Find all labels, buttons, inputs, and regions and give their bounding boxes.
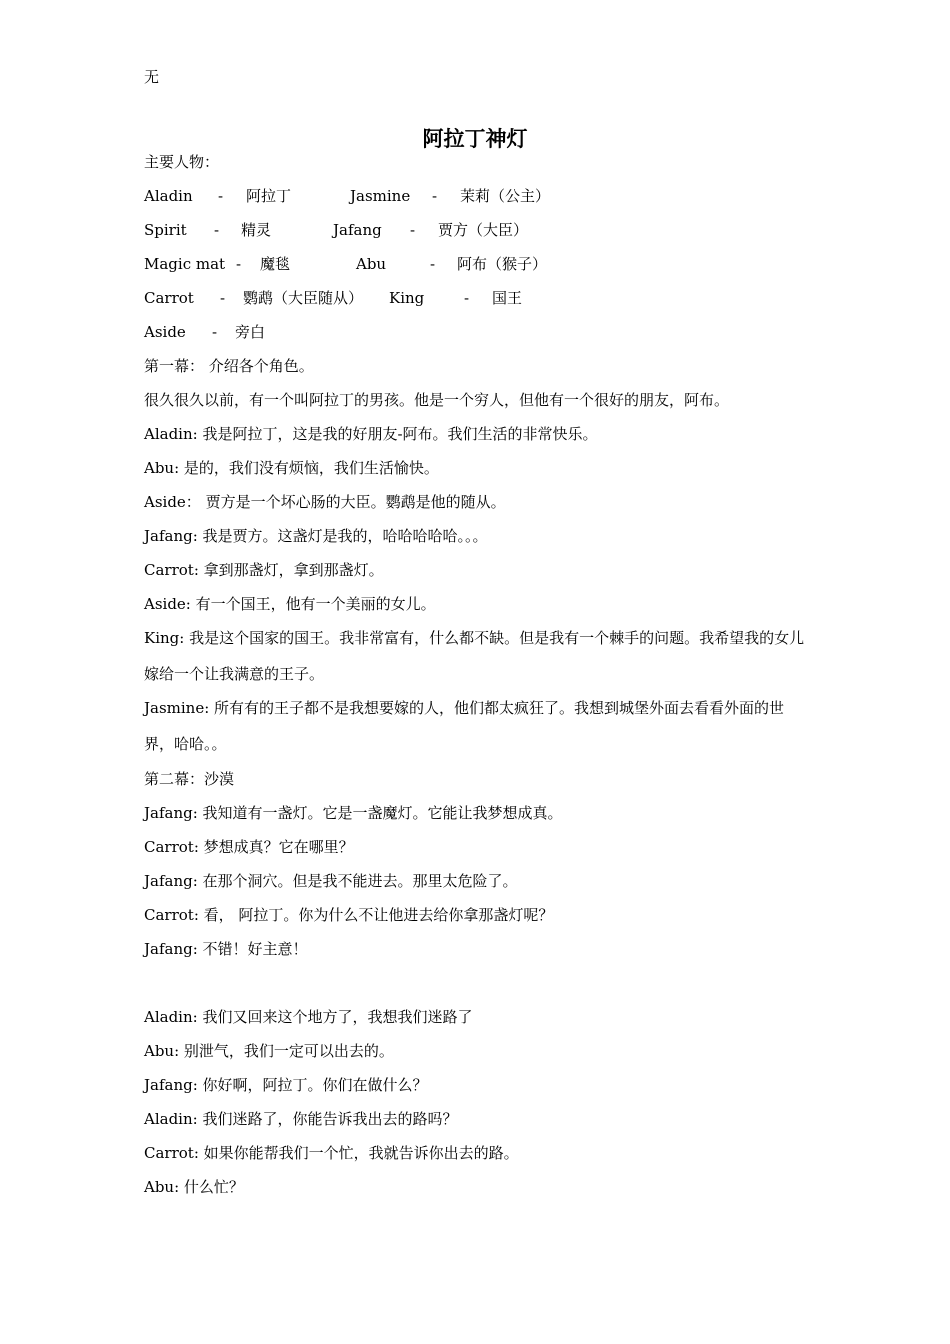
cast-dash: - <box>432 187 438 205</box>
cast-role: 魔毯 <box>260 255 291 273</box>
cast-name: Aladin <box>144 187 193 205</box>
cast-name: Carrot <box>144 289 194 307</box>
dialogue-line: King: 我是这个国家的国王。我非常富有，什么都不缺。但是我有一个棘手的问题。我希望我的女儿嫁给一个让我满意的王子。 <box>144 629 805 683</box>
cast-name: Abu <box>356 255 387 273</box>
cast-role: 精灵 <box>241 221 272 239</box>
cast-role: 阿拉丁 <box>246 187 292 205</box>
cast-dash: - <box>236 255 242 273</box>
dialogue-line: Carrot: 拿到那盏灯，拿到那盏灯。 <box>144 561 384 579</box>
page-title: 阿拉丁神灯 <box>422 127 528 151</box>
dialogue-line: Jafang: 你好啊，阿拉丁。你们在做什么？ <box>144 1076 428 1094</box>
dialogue-line: Abu: 什么忙？ <box>144 1178 244 1196</box>
dialogue-line: Carrot: 如果你能帮我们一个忙，我就告诉你出去的路。 <box>144 1144 519 1162</box>
cast-name: Jasmine <box>350 187 411 205</box>
cast-dash: - <box>214 221 220 239</box>
dialogue-line: Jafang: 不错！好主意！ <box>144 940 308 958</box>
cast-heading: 主要人物： <box>144 153 220 171</box>
cast-role: 鹦鹉（大臣随从） <box>243 289 364 307</box>
scene-heading: 第二幕：沙漠 <box>144 770 235 788</box>
cast-dash: - <box>220 289 226 307</box>
dialogue-line: Jafang: 我是贾方。这盏灯是我的，哈哈哈哈哈。。。 <box>144 527 488 545</box>
dialogue-line: Carrot: 看， 阿拉丁。你为什么不让他进去给你拿那盏灯呢？ <box>144 906 554 924</box>
cast-dash: - <box>430 255 436 273</box>
cast-role: 茉莉（公主） <box>460 187 551 205</box>
cast-dash: - <box>464 289 470 307</box>
header-mark: 无 <box>144 68 160 86</box>
cast-name: Magic mat <box>144 255 226 273</box>
cast-role: 国王 <box>492 289 523 307</box>
cast-name: King <box>389 289 425 307</box>
dialogue-line: Jafang: 在那个洞穴。但是我不能进去。那里太危险了。 <box>144 872 518 890</box>
cast-role: 旁白 <box>235 323 266 341</box>
narration: 很久很久以前，有一个叫阿拉丁的男孩。他是一个穷人，但他有一个很好的朋友，阿布。 <box>144 391 730 409</box>
dialogue-line: Abu: 是的，我们没有烦恼，我们生活愉快。 <box>144 459 439 477</box>
dialogue-line: Aladin: 我们又回来这个地方了，我想我们迷路了 <box>144 1008 473 1026</box>
dialogue-line: Jasmine: 所有有的王子都不是我想要嫁的人，他们都太疯狂了。我想到城堡外面去看看外面的世界，哈哈。。 <box>144 699 785 753</box>
cast-role: 贾方（大臣） <box>438 221 529 239</box>
dialogue-line: Jafang: 我知道有一盏灯。它是一盏魔灯。它能让我梦想成真。 <box>144 804 563 822</box>
dialogue-line: Aladin: 我是阿拉丁，这是我的好朋友-阿布。我们生活的非常快乐。 <box>144 425 598 443</box>
cast-dash: - <box>218 187 224 205</box>
dialogue-line: Abu: 别泄气，我们一定可以出去的。 <box>144 1042 394 1060</box>
dialogue-line: Aside： 贾方是一个坏心肠的大臣。鹦鹉是他的随从。 <box>144 493 506 511</box>
scene-heading: 第一幕： 介绍各个角色。 <box>144 357 314 375</box>
dialogue-line: Carrot: 梦想成真？它在哪里？ <box>144 838 354 856</box>
dialogue-line: Aladin: 我们迷路了，你能告诉我出去的路吗？ <box>144 1110 458 1128</box>
cast-role: 阿布（猴子） <box>457 255 548 273</box>
cast-dash: - <box>212 323 218 341</box>
dialogue-line: Aside: 有一个国王，他有一个美丽的女儿。 <box>144 595 436 613</box>
cast-name: Spirit <box>144 221 187 239</box>
cast-dash: - <box>410 221 416 239</box>
cast-name: Aside <box>144 323 186 341</box>
cast-name: Jafang <box>333 221 382 239</box>
